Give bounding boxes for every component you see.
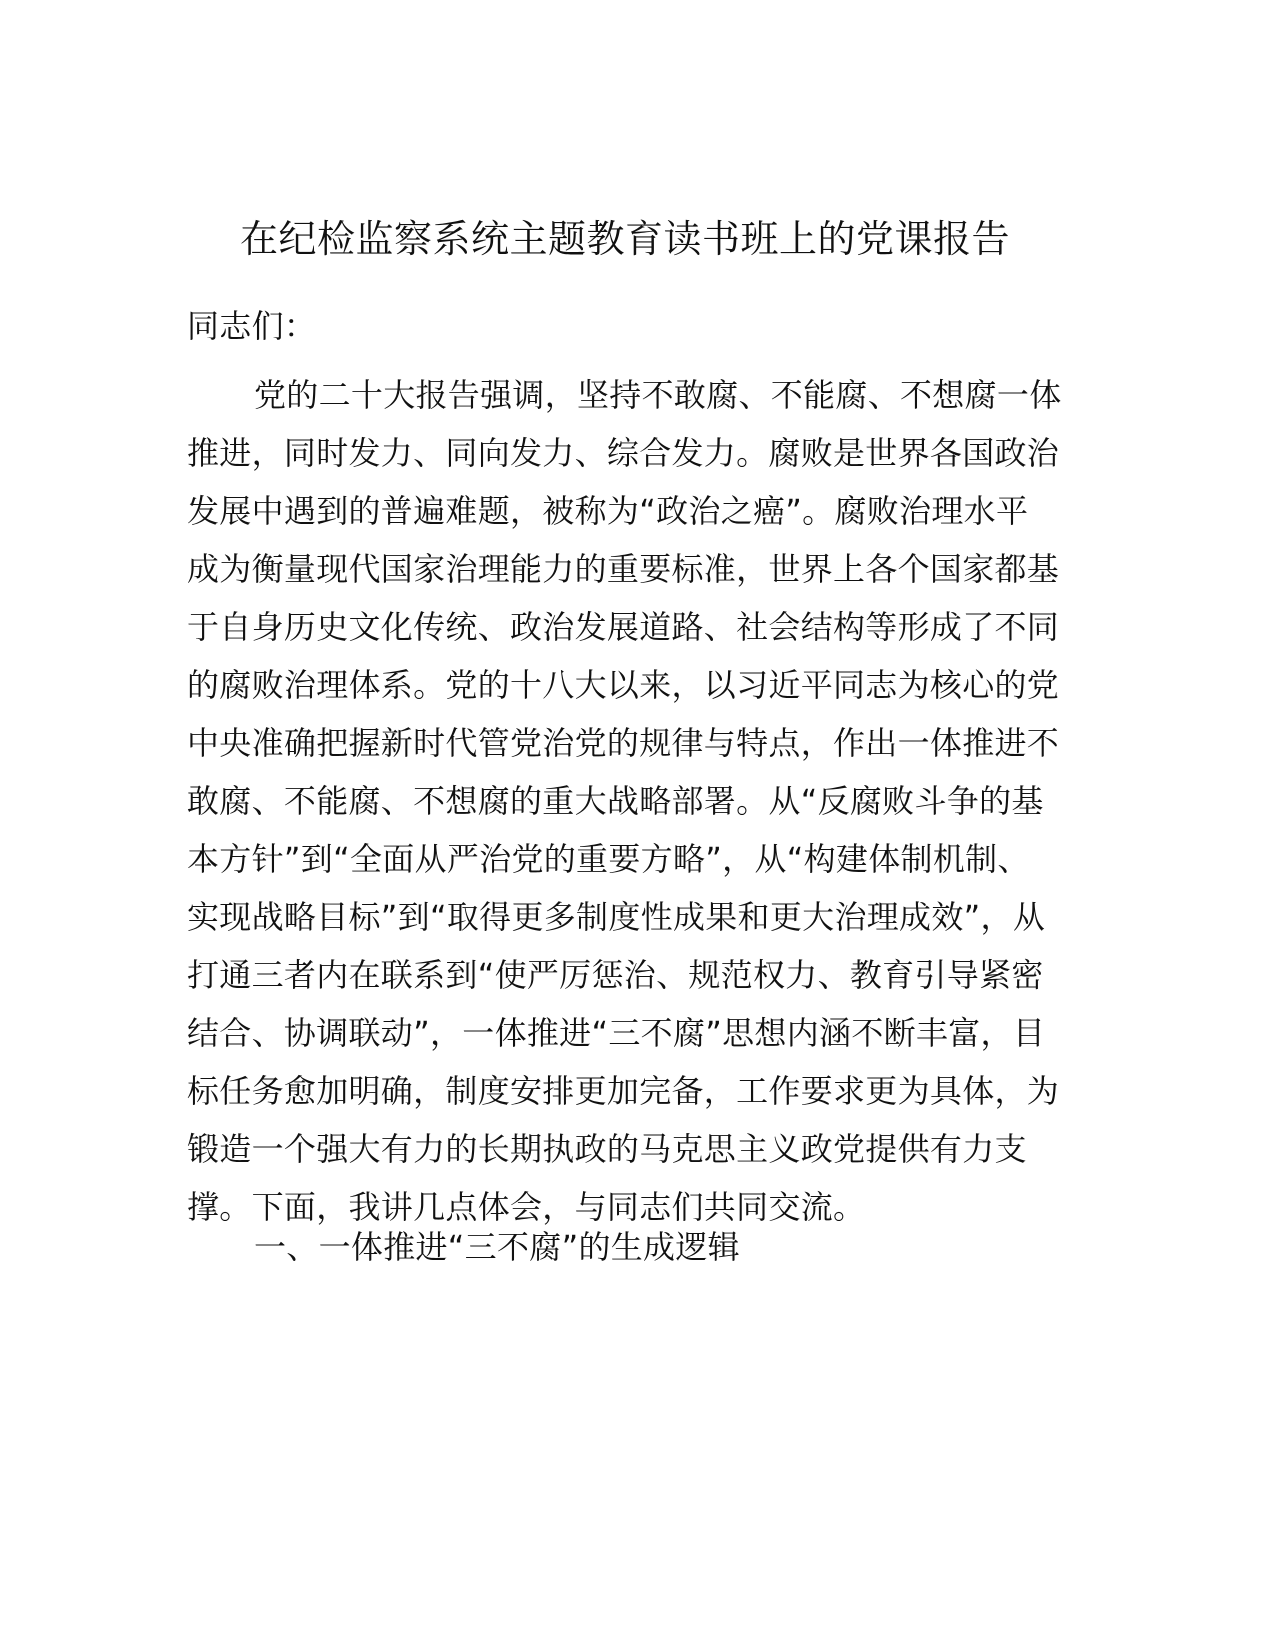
paragraph-line: 锻造一个强大有力的长期执政的马克思主义政党提供有力支 [187, 1130, 1027, 1168]
paragraph-line: 推进，同时发力、同向发力、综合发力。腐败是世界各国政治 [187, 434, 1060, 472]
paragraph-line: 本方针”到“全面从严治党的重要方略”，从“构建体制机制、 [187, 840, 1030, 878]
paragraph-line: 撑。下面，我讲几点体会，与同志们共同交流。 [187, 1188, 866, 1226]
paragraph-line: 发展中遇到的普遍难题，被称为“政治之癌”。腐败治理水平 [187, 492, 1029, 530]
paragraph-line: 党的二十大报告强调，坚持不敢腐、不能腐、不想腐一体 [254, 376, 1062, 414]
salutation: 同志们： [187, 307, 317, 345]
paragraph-line: 标任务愈加明确，制度安排更加完备，工作要求更为具体，为 [187, 1072, 1060, 1110]
document-title: 在纪检监察系统主题教育读书班上的党课报告 [239, 217, 1010, 261]
body-paragraph [187, 366, 1087, 1236]
paragraph-line: 敢腐、不能腐、不想腐的重大战略部署。从“反腐败斗争的基 [187, 782, 1044, 820]
paragraph-line: 成为衡量现代国家治理能力的重要标准，世界上各个国家都基 [187, 550, 1060, 588]
paragraph-line: 的腐败治理体系。党的十八大以来，以习近平同志为核心的党 [187, 666, 1060, 704]
paragraph-line: 中央准确把握新时代管党治党的规律与特点，作出一体推进不 [187, 724, 1060, 762]
paragraph-line: 结合、协调联动”，一体推进“三不腐”思想内涵不断丰富，目 [187, 1014, 1046, 1052]
paragraph-line: 实现战略目标”到“取得更多制度性成果和更大治理成效”，从 [187, 898, 1046, 936]
paragraph-line: 打通三者内在联系到“使严厉惩治、规范权力、教育引导紧密 [187, 956, 1044, 994]
paragraph-line: 于自身历史文化传统、政治发展道路、社会结构等形成了不同 [187, 608, 1060, 646]
section-heading: 一、一体推进“三不腐”的生成逻辑 [254, 1228, 740, 1266]
